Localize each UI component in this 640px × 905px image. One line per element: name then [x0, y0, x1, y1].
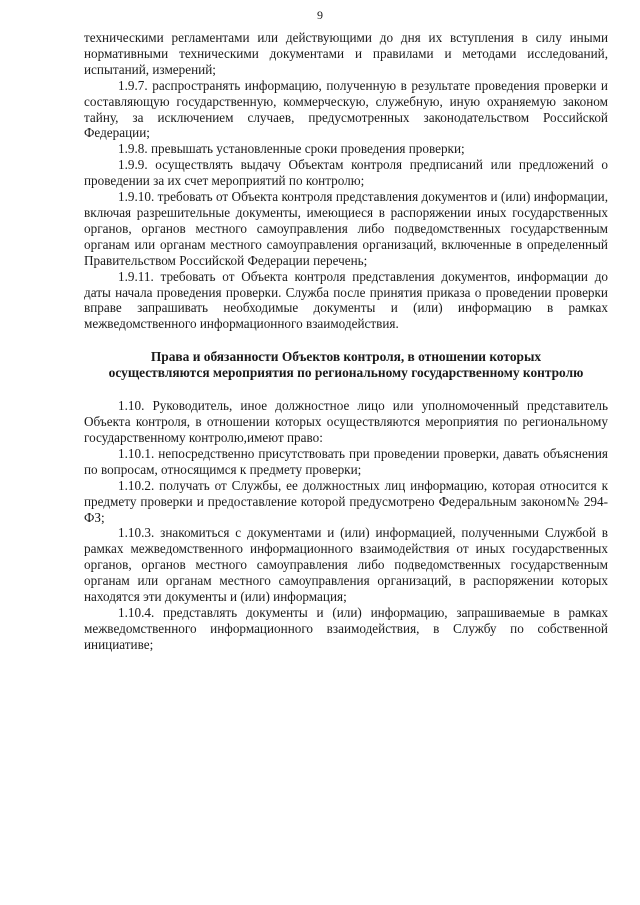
paragraph-1-10-2: 1.10.2. получать от Службы, ее должностных лиц информацию, которая относится к предмету проверки и предоставление которой предусмотрено Федеральным законом№ 294-ФЗ;: [84, 477, 608, 525]
paragraph-1-10-3: 1.10.3. знакомиться с документами и (или) информацией, полученными Службой в рамках межведомственного информационного взаимодействия от иных государственных органов, органов местного самоуправления либо подведомственных государственным органам или органам местного самоуправления организаций, в распоряжении которых находятся эти документы и (или) информация;: [84, 525, 608, 605]
page-number: 9: [317, 8, 323, 22]
paragraph-1-9-10: 1.9.10. требовать от Объекта контроля представления документов и (или) информации, включая разрешительные документы, имеющиеся в распоряжении иных государственных органов, органов местного самоуправления либо подведомственных государственным органам или органам местного самоуправления организаций, включенные в определенный Правительством Российской Федерации перечень;: [84, 189, 608, 268]
paragraph-1-10: 1.10. Руководитель, иное должностное лицо или уполномоченный представитель Объекта контроля, в отношении которых осуществляются мероприятия по региональному государственному контролю,имеют право:: [84, 398, 608, 446]
paragraph-1-9-8: 1.9.8. превышать установленные сроки проведения проверки;: [118, 141, 465, 157]
paragraph-1-9-11: 1.9.11. требовать от Объекта контроля представления документов, информации до даты начала проведения проверки. Служба после принятия приказа о проведении проверки вправе запрашивать необходимые документы и (или) информацию в рамках межведомственного информационного взаимодействия.: [84, 268, 608, 332]
paragraph-1-10-1: 1.10.1. непосредственно присутствовать при проведении проверки, давать объяснения по вопросам, относящимся к предмету проверки;: [84, 445, 608, 477]
paragraph-1-10-4: 1.10.4. представлять документы и (или) информацию, запрашиваемые в рамках межведомственного информационного взаимодействия, в Службу по собственной инициативе;: [84, 605, 608, 652]
section-heading: Права и обязанности Объектов контроля, в отношении которых осуществляются мероприятия по региональному государственному контролю: [108, 349, 584, 381]
paragraph-continuation: техническими регламентами или действующими до дня их вступления в силу иными нормативными техническими документами и правилами и методами исследований, испытаний, измерений;: [84, 30, 608, 77]
document-body: [84, 30, 608, 653]
paragraph-1-9-9: 1.9.9. осуществлять выдачу Объектам контроля предписаний или предложений о проведении за их счет мероприятий по контролю;: [84, 157, 608, 189]
paragraph-1-9-7: 1.9.7. распространять информацию, полученную в результате проведения проверки и составляющую государственную, коммерческую, служебную, иную охраняемую законом тайну, за исключением случаев, предусмотренных законодательством Российской Федерации;: [84, 77, 608, 141]
